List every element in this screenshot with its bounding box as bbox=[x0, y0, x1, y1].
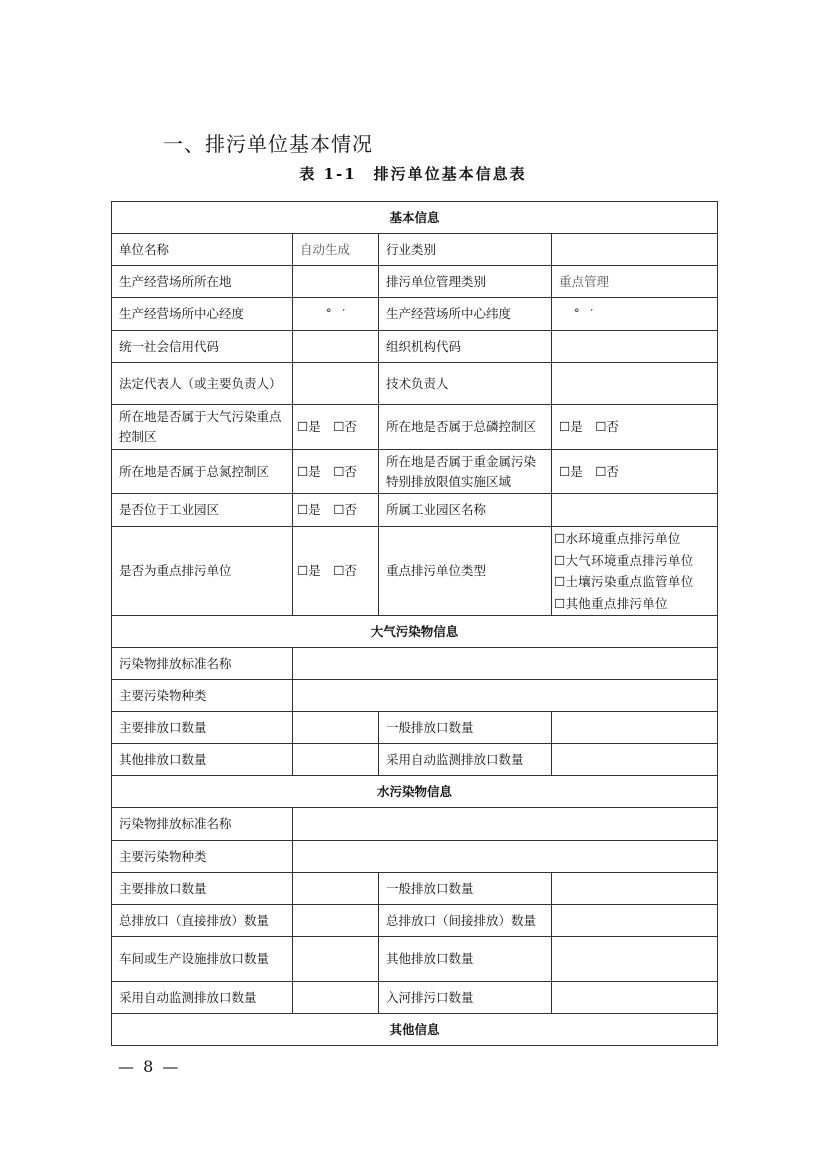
industrial-park-label: 是否位于工业园区 bbox=[112, 494, 293, 527]
air-other-outlets-value bbox=[293, 744, 379, 776]
table-row bbox=[112, 776, 718, 808]
page-number: — 8 — bbox=[118, 1057, 181, 1076]
key-unit-label: 是否为重点排污单位 bbox=[112, 527, 293, 616]
water-auto-monitor-label: 采用自动监测排放口数量 bbox=[112, 982, 293, 1014]
legal-rep-value bbox=[293, 363, 379, 405]
air-pollutant-header: 大气污染物信息 bbox=[112, 616, 718, 648]
air-general-outlets-value bbox=[552, 712, 718, 744]
water-river-outlets-label: 入河排污口数量 bbox=[379, 982, 552, 1014]
industrial-park-checkbox[interactable]: ☐是 ☐否 bbox=[293, 494, 379, 527]
nitrogen-checkbox[interactable]: ☐是 ☐否 bbox=[293, 450, 379, 494]
basic-info-table bbox=[111, 201, 718, 1046]
tech-lead-value bbox=[552, 363, 718, 405]
park-name-label: 所属工业园区名称 bbox=[379, 494, 552, 527]
credit-code-value bbox=[293, 331, 379, 363]
section-title: 一、排污单位基本情况 bbox=[163, 132, 373, 156]
credit-code-label: 统一社会信用代码 bbox=[112, 331, 293, 363]
water-river-outlets-value bbox=[552, 982, 718, 1014]
table-row bbox=[112, 450, 718, 494]
table-row bbox=[112, 873, 718, 905]
nitrogen-label: 所在地是否属于总氮控制区 bbox=[112, 450, 293, 494]
org-code-value bbox=[552, 331, 718, 363]
key-unit-checkbox[interactable]: ☐是 ☐否 bbox=[293, 527, 379, 616]
table-row bbox=[112, 202, 718, 234]
water-general-outlets-label: 一般排放口数量 bbox=[379, 873, 552, 905]
phosphorus-checkbox[interactable]: ☐是 ☐否 bbox=[552, 405, 718, 450]
air-other-outlets-label: 其他排放口数量 bbox=[112, 744, 293, 776]
water-total-direct-value bbox=[293, 905, 379, 937]
table-row bbox=[112, 744, 718, 776]
location-value bbox=[293, 266, 379, 298]
table-row bbox=[112, 234, 718, 266]
heavy-metal-label: 所在地是否属于重金属污染特别排放限值实施区域 bbox=[379, 450, 552, 494]
water-other-outlets-value bbox=[552, 937, 718, 982]
air-main-outlets-label: 主要排放口数量 bbox=[112, 712, 293, 744]
water-standard-value bbox=[293, 808, 718, 841]
table-row bbox=[112, 808, 718, 841]
table-row bbox=[112, 266, 718, 298]
park-name-value bbox=[552, 494, 718, 527]
air-standard-value bbox=[293, 648, 718, 680]
water-standard-label: 污染物排放标准名称 bbox=[112, 808, 293, 841]
location-label: 生产经营场所所在地 bbox=[112, 266, 293, 298]
air-standard-label: 污染物排放标准名称 bbox=[112, 648, 293, 680]
table-row bbox=[112, 494, 718, 527]
table-row bbox=[112, 527, 718, 616]
unit-name-label: 单位名称 bbox=[112, 234, 293, 266]
water-main-outlets-label: 主要排放口数量 bbox=[112, 873, 293, 905]
other-key-unit-checkbox[interactable]: ☐其他重点排污单位 bbox=[554, 595, 668, 611]
air-main-outlets-value bbox=[293, 712, 379, 744]
air-key-unit-checkbox[interactable]: ☐大气环境重点排污单位 bbox=[554, 552, 694, 568]
org-code-label: 组织机构代码 bbox=[379, 331, 552, 363]
air-general-outlets-label: 一般排放口数量 bbox=[379, 712, 552, 744]
table-row bbox=[112, 1014, 718, 1046]
table-row bbox=[112, 982, 718, 1014]
key-unit-type-options bbox=[552, 527, 718, 616]
longitude-value: ° ′ bbox=[293, 298, 379, 331]
phosphorus-label: 所在地是否属于总磷控制区 bbox=[379, 405, 552, 450]
table-row bbox=[112, 331, 718, 363]
table-row bbox=[112, 712, 718, 744]
water-workshop-label: 车间或生产设施排放口数量 bbox=[112, 937, 293, 982]
water-pollutants-value bbox=[293, 841, 718, 873]
air-auto-monitor-value bbox=[552, 744, 718, 776]
industry-value bbox=[552, 234, 718, 266]
latitude-label: 生产经营场所中心纬度 bbox=[379, 298, 552, 331]
table-row bbox=[112, 616, 718, 648]
tech-lead-label: 技术负责人 bbox=[379, 363, 552, 405]
water-pollutants-label: 主要污染物种类 bbox=[112, 841, 293, 873]
water-workshop-value bbox=[293, 937, 379, 982]
table-row bbox=[112, 405, 718, 450]
water-other-outlets-label: 其他排放口数量 bbox=[379, 937, 552, 982]
unit-name-value: 自动生成 bbox=[293, 234, 379, 266]
table-row bbox=[112, 648, 718, 680]
longitude-label: 生产经营场所中心经度 bbox=[112, 298, 293, 331]
table-row bbox=[112, 680, 718, 712]
water-total-indirect-label: 总排放口（间接排放）数量 bbox=[379, 905, 552, 937]
water-total-direct-label: 总排放口（直接排放）数量 bbox=[112, 905, 293, 937]
soil-key-unit-checkbox[interactable]: ☐土壤污染重点监管单位 bbox=[554, 574, 694, 589]
air-auto-monitor-label: 采用自动监测排放口数量 bbox=[379, 744, 552, 776]
industry-label: 行业类别 bbox=[379, 234, 552, 266]
water-pollutant-header: 水污染物信息 bbox=[112, 776, 718, 808]
table-row bbox=[112, 905, 718, 937]
water-auto-monitor-value bbox=[293, 982, 379, 1014]
air-control-label: 所在地是否属于大气污染重点控制区 bbox=[112, 405, 293, 450]
mgmt-category-value: 重点管理 bbox=[552, 266, 718, 298]
air-control-checkbox[interactable]: ☐是 ☐否 bbox=[293, 405, 379, 450]
water-key-unit-checkbox[interactable]: ☐水环境重点排污单位 bbox=[554, 531, 681, 546]
table-row bbox=[112, 363, 718, 405]
legal-rep-label: 法定代表人（或主要负责人） bbox=[112, 363, 293, 405]
air-pollutants-label: 主要污染物种类 bbox=[112, 680, 293, 712]
water-general-outlets-value bbox=[552, 873, 718, 905]
basic-info-header: 基本信息 bbox=[112, 202, 718, 234]
table-row bbox=[112, 298, 718, 331]
mgmt-category-label: 排污单位管理类别 bbox=[379, 266, 552, 298]
key-unit-type-label: 重点排污单位类型 bbox=[379, 527, 552, 616]
table-row bbox=[112, 937, 718, 982]
heavy-metal-checkbox[interactable]: ☐是 ☐否 bbox=[552, 450, 718, 494]
other-info-header: 其他信息 bbox=[112, 1014, 718, 1046]
latitude-value: ° ′ bbox=[552, 298, 718, 331]
water-main-outlets-value bbox=[293, 873, 379, 905]
table-row bbox=[112, 841, 718, 873]
table-title: 表 1-1 排污单位基本信息表 bbox=[299, 165, 527, 183]
air-pollutants-value bbox=[293, 680, 718, 712]
water-total-indirect-value bbox=[552, 905, 718, 937]
